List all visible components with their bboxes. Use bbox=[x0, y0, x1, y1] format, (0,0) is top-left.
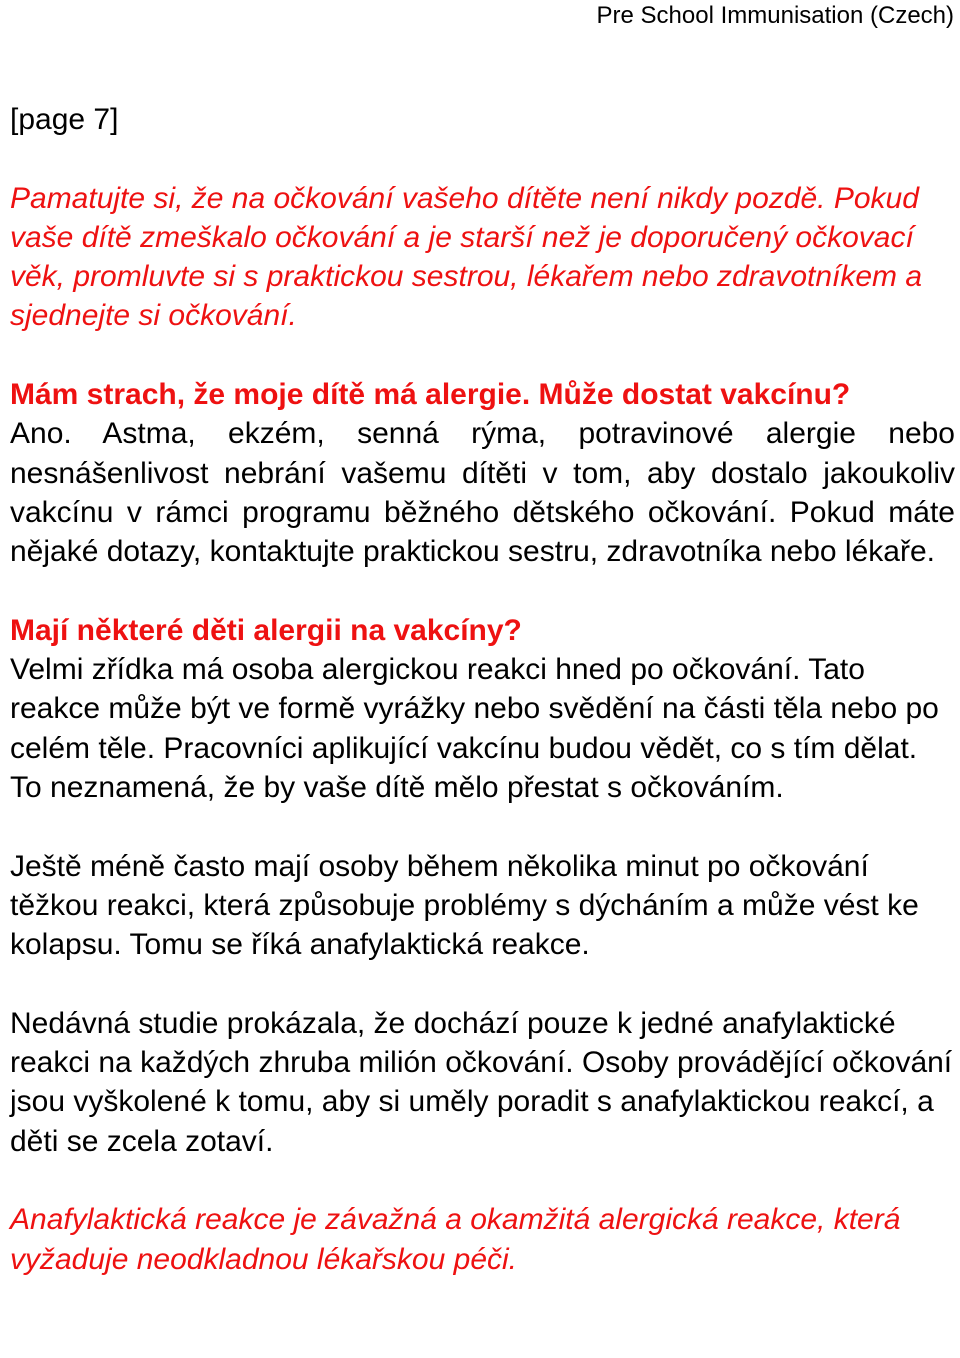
allergy-question-heading: Mám strach, že moje dítě má alergie. Může dostat vakcínu? bbox=[10, 378, 851, 412]
anaphylaxis-paragraph: Ještě méně často mají osoby během několika minut po očkování těžkou reakci, která způsobuje problémy s dýcháním a může vést ke kolapsu. Tomu se říká anafylaktická reakce. bbox=[10, 849, 919, 962]
page-label: [page 7] bbox=[10, 103, 119, 136]
document-content bbox=[10, 100, 955, 1279]
document-header-title: Pre School Immunisation (Czech) bbox=[596, 2, 954, 29]
vaccine-allergy-heading: Mají některé děti alergii na vakcíny? bbox=[10, 613, 522, 647]
allergic-reaction-paragraph: Velmi zřídka má osoba alergickou reakci hned po očkování. Tato reakce může být ve formě vyrážky nebo svědění na části těla nebo po celém těle. Pracovníci aplikující vakcínu budou vědět, co s tím dělat. To neznamená, že by vaše dítě mělo přestat s očkováním. bbox=[10, 653, 939, 805]
intro-paragraph: Pamatujte si, že na očkování vašeho dítěte není nikdy pozdě. Pokud vaše dítě zmeškalo očkování a je starší než je doporučený očkovací věk, promluvte si s praktickou sestrou, lékařem nebo zdravotníkem a sjednejte si očkování. bbox=[10, 181, 923, 333]
study-paragraph: Nedávná studie prokázala, že dochází pouze k jedné anafylaktické reakci na každých zhruba milión očkování. Osoby provádějící očkování jsou vyškolené k tomu, aby si uměly poradit s anafylaktickou reakcí, a děti se zcela zotaví. bbox=[10, 1006, 953, 1158]
anaphylaxis-note: Anafylaktická reakce je závažná a okamžitá alergická reakce, která vyžaduje neodkladnou lékařskou péči. bbox=[10, 1203, 901, 1276]
allergy-answer-paragraph: Ano. Astma, ekzém, senná rýma, potravinové alergie nebo nesnášenlivost nebrání vašemu dítěti v tom, aby dostalo jakoukoliv vakcínu v rámci programu běžného dětského očkování. Pokud máte nějaké dotazy, kontaktujte praktickou sestru, zdravotníka nebo lékaře. bbox=[10, 417, 955, 569]
